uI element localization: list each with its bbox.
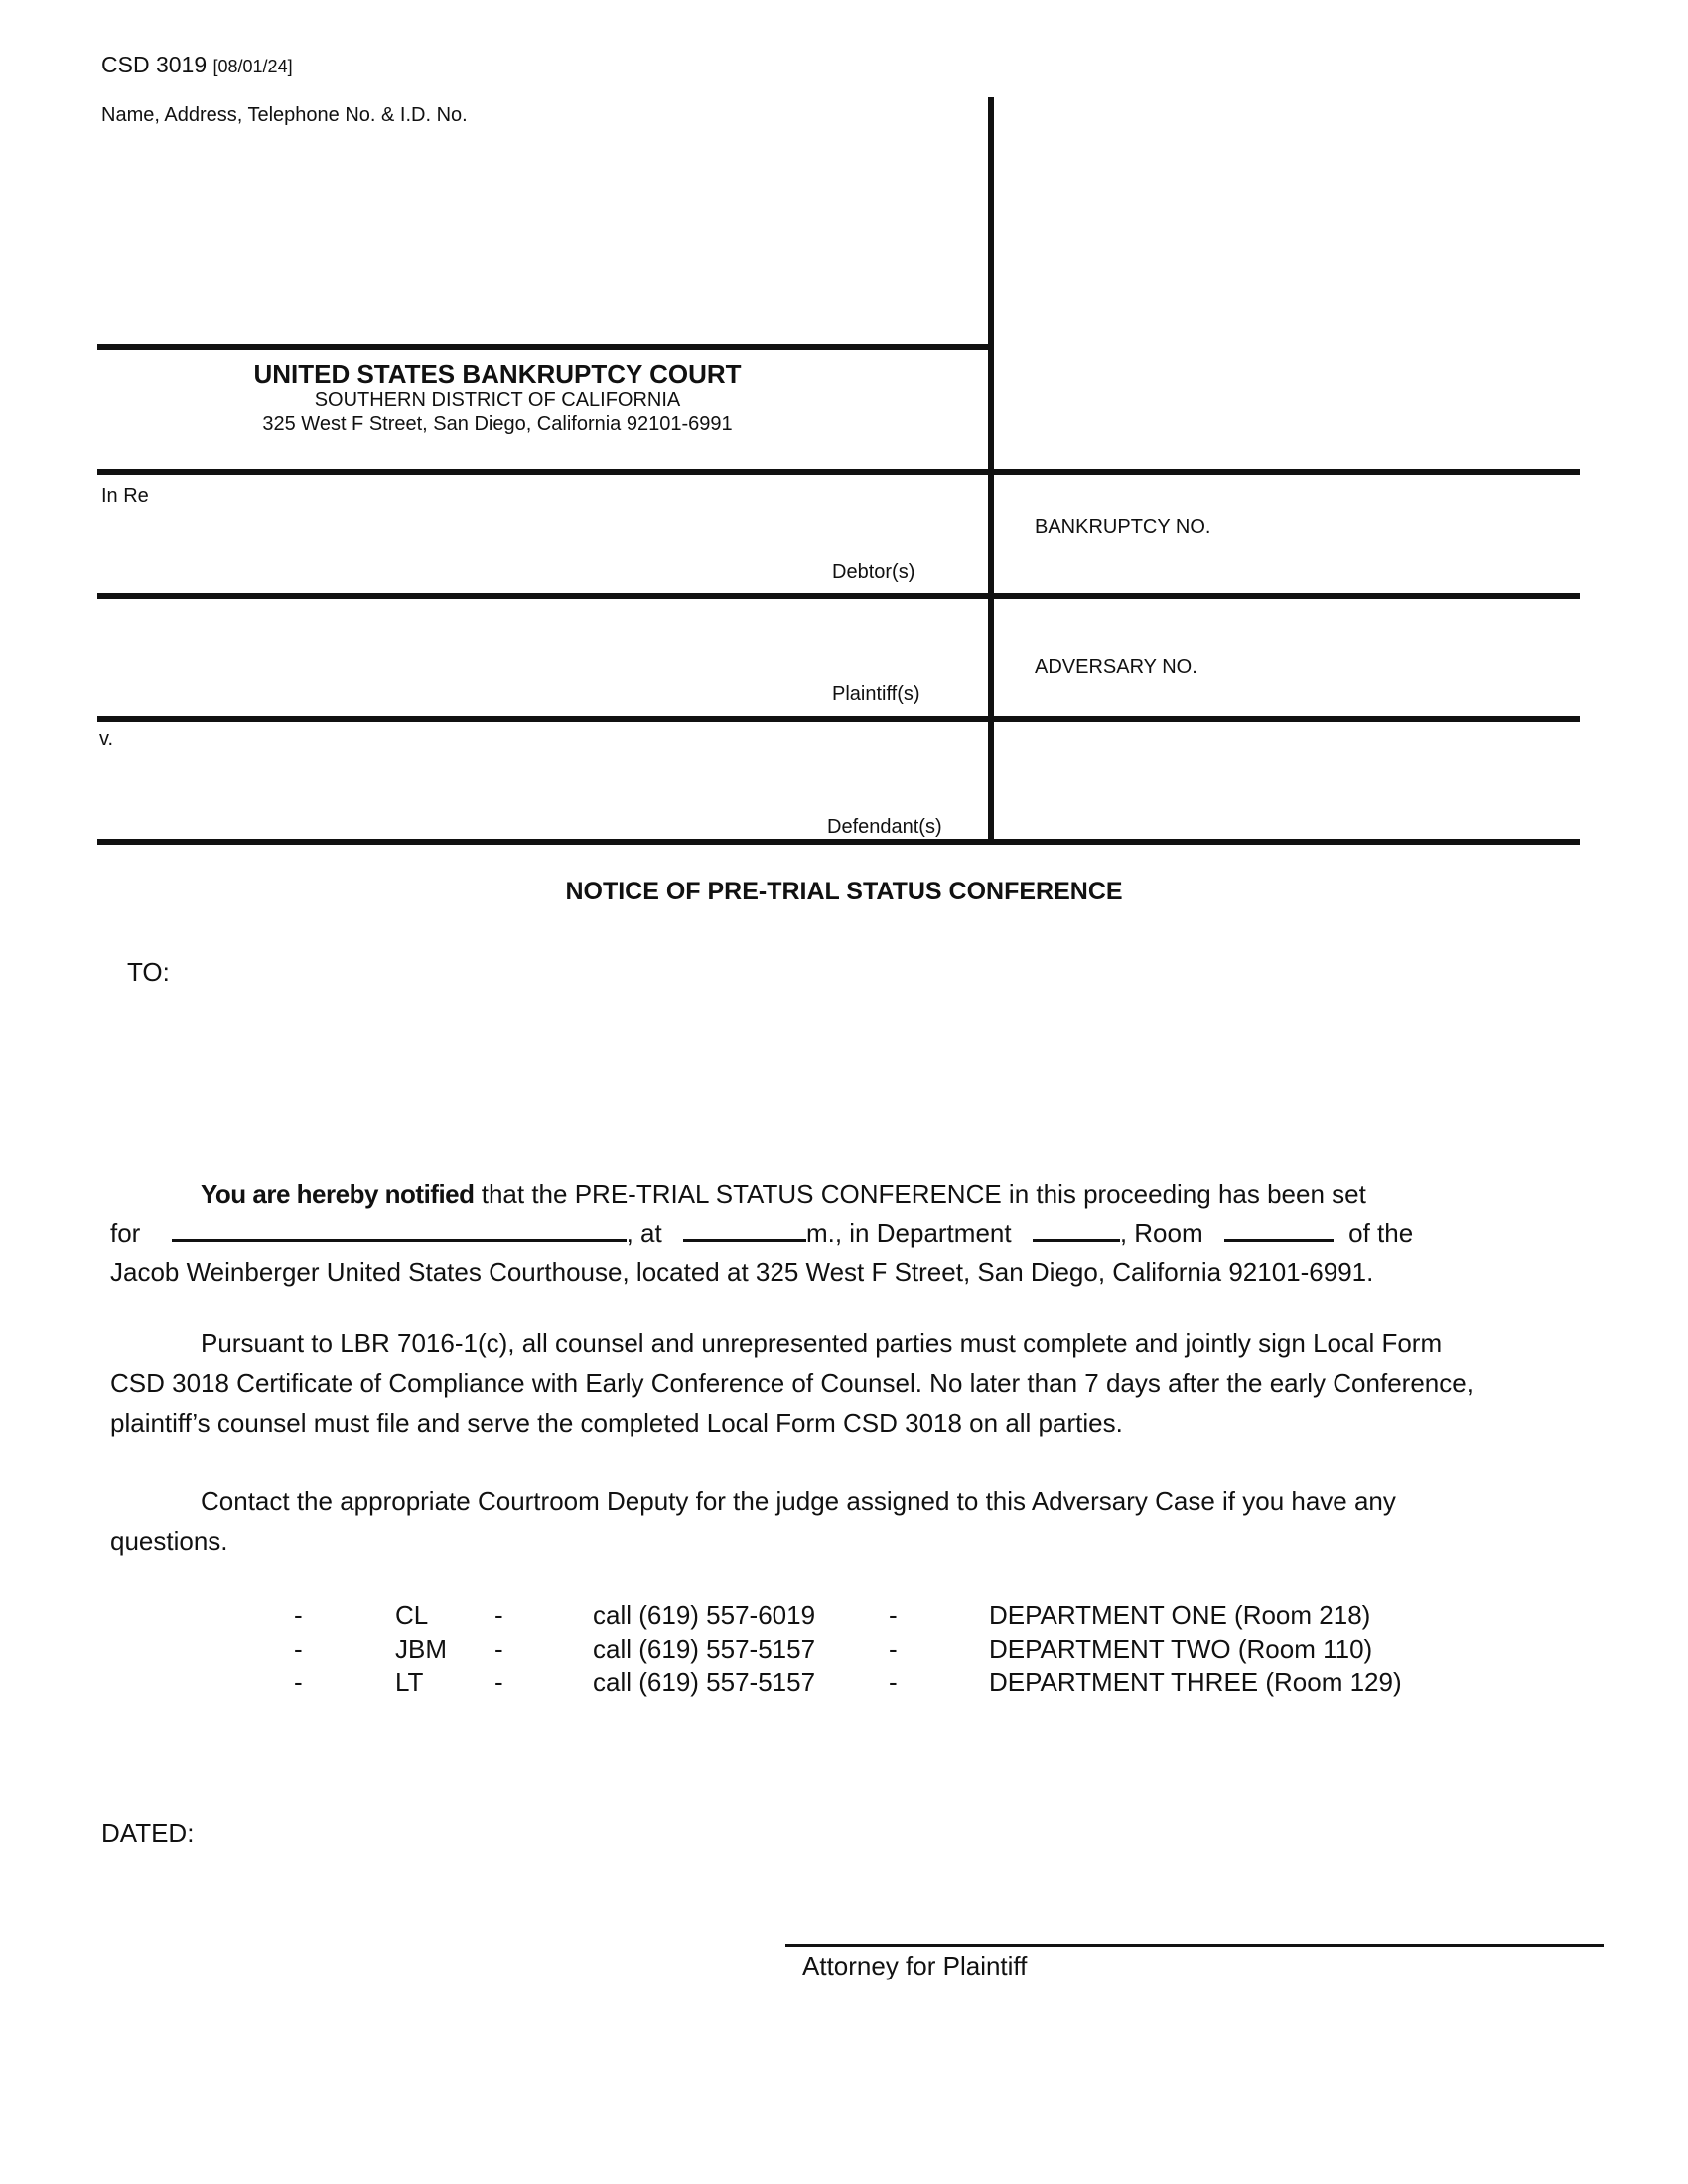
defendant-label: Defendant(s)	[827, 816, 942, 838]
signature-label: Attorney for Plaintiff	[802, 1951, 1028, 1980]
caption-line-defendant-top	[97, 716, 1580, 722]
caption-line-plaintiff-top	[97, 593, 1580, 599]
debtor-label: Debtor(s)	[832, 561, 915, 583]
court-district: SOUTHERN DISTRICT OF CALIFORNIA	[314, 389, 681, 411]
notice-bold-lead: You are hereby notified	[201, 1179, 475, 1209]
date-blank[interactable]	[172, 1217, 627, 1242]
time-blank[interactable]	[683, 1217, 806, 1242]
deputy-dash: -	[294, 1667, 303, 1697]
department-blank[interactable]	[1033, 1217, 1120, 1242]
dated-label: DATED:	[101, 1818, 195, 1847]
contact-line-2: questions.	[110, 1526, 228, 1556]
deputy-dash: -	[294, 1600, 303, 1630]
deputy-dash: -	[294, 1634, 303, 1664]
versus-label: v.	[99, 728, 114, 750]
deputy-department: DEPARTMENT TWO (Room 110)	[989, 1634, 1373, 1664]
caption-line-inre-top	[97, 469, 1580, 475]
deputy-phone: call (619) 557-6019	[593, 1600, 816, 1630]
bankruptcy-no-label: BANKRUPTCY NO.	[1035, 516, 1211, 538]
pursuant-line-3: plaintiff’s counsel must file and serve the completed Local Form CSD 3018 on all parties.	[110, 1408, 1123, 1437]
deputy-judge: CL	[395, 1600, 429, 1630]
notice-m-in-dept: m., in Department	[805, 1218, 1012, 1248]
deputy-judge: JBM	[395, 1634, 447, 1664]
contact-line-1: Contact the appropriate Courtroom Deputy for the judge assigned to this Adversary Case if you have any	[201, 1486, 1396, 1516]
notice-line-2	[110, 1213, 1413, 1253]
pursuant-line-2: CSD 3018 Certificate of Compliance with Early Conference of Counsel. No later than 7 days after the early Conference,	[110, 1368, 1474, 1398]
in-re-label: In Re	[101, 485, 149, 507]
adversary-no-label: ADVERSARY NO.	[1035, 656, 1197, 678]
deputy-dash: -	[494, 1667, 503, 1697]
room-blank[interactable]	[1224, 1217, 1334, 1242]
deputy-dash: -	[889, 1600, 898, 1630]
caption-line-bottom	[97, 839, 1580, 845]
notice-at: , at	[626, 1218, 662, 1248]
deputy-dash: -	[889, 1667, 898, 1697]
plaintiff-label: Plaintiff(s)	[832, 683, 920, 705]
notice-for: for	[110, 1218, 141, 1248]
deputy-department: DEPARTMENT THREE (Room 129)	[989, 1667, 1402, 1697]
form-number-code: CSD 3019	[101, 52, 208, 77]
notice-title: NOTICE OF PRE-TRIAL STATUS CONFERENCE	[565, 878, 1123, 905]
deputy-phone: call (619) 557-5157	[593, 1667, 816, 1697]
deputy-dash: -	[494, 1634, 503, 1664]
notice-room: , Room	[1119, 1218, 1203, 1248]
deputy-department: DEPARTMENT ONE (Room 218)	[989, 1600, 1371, 1630]
caption-line-court-top	[97, 344, 991, 350]
name-address-label: Name, Address, Telephone No. & I.D. No.	[101, 104, 468, 126]
deputy-judge: LT	[395, 1667, 424, 1697]
court-name: UNITED STATES BANKRUPTCY COURT	[253, 359, 742, 389]
court-address: 325 West F Street, San Diego, California 92101-6991	[262, 413, 733, 435]
form-revision: [08/01/24]	[212, 57, 293, 76]
deputy-dash: -	[494, 1600, 503, 1630]
notice-line-1-rest: that the PRE-TRIAL STATUS CONFERENCE in this proceeding has been set	[474, 1179, 1366, 1209]
to-label: TO:	[127, 957, 170, 987]
deputy-phone: call (619) 557-5157	[593, 1634, 816, 1664]
form-number	[101, 52, 293, 78]
notice-line-3: Jacob Weinberger United States Courthouse, located at 325 West F Street, San Diego, California 92101-6991.	[110, 1257, 1374, 1287]
deputy-dash: -	[889, 1634, 898, 1664]
pursuant-line-1: Pursuant to LBR 7016-1(c), all counsel and unrepresented parties must complete and jointly sign Local Form	[201, 1328, 1443, 1358]
notice-of-the: of the	[1348, 1218, 1414, 1248]
notice-line-1	[201, 1174, 1366, 1214]
